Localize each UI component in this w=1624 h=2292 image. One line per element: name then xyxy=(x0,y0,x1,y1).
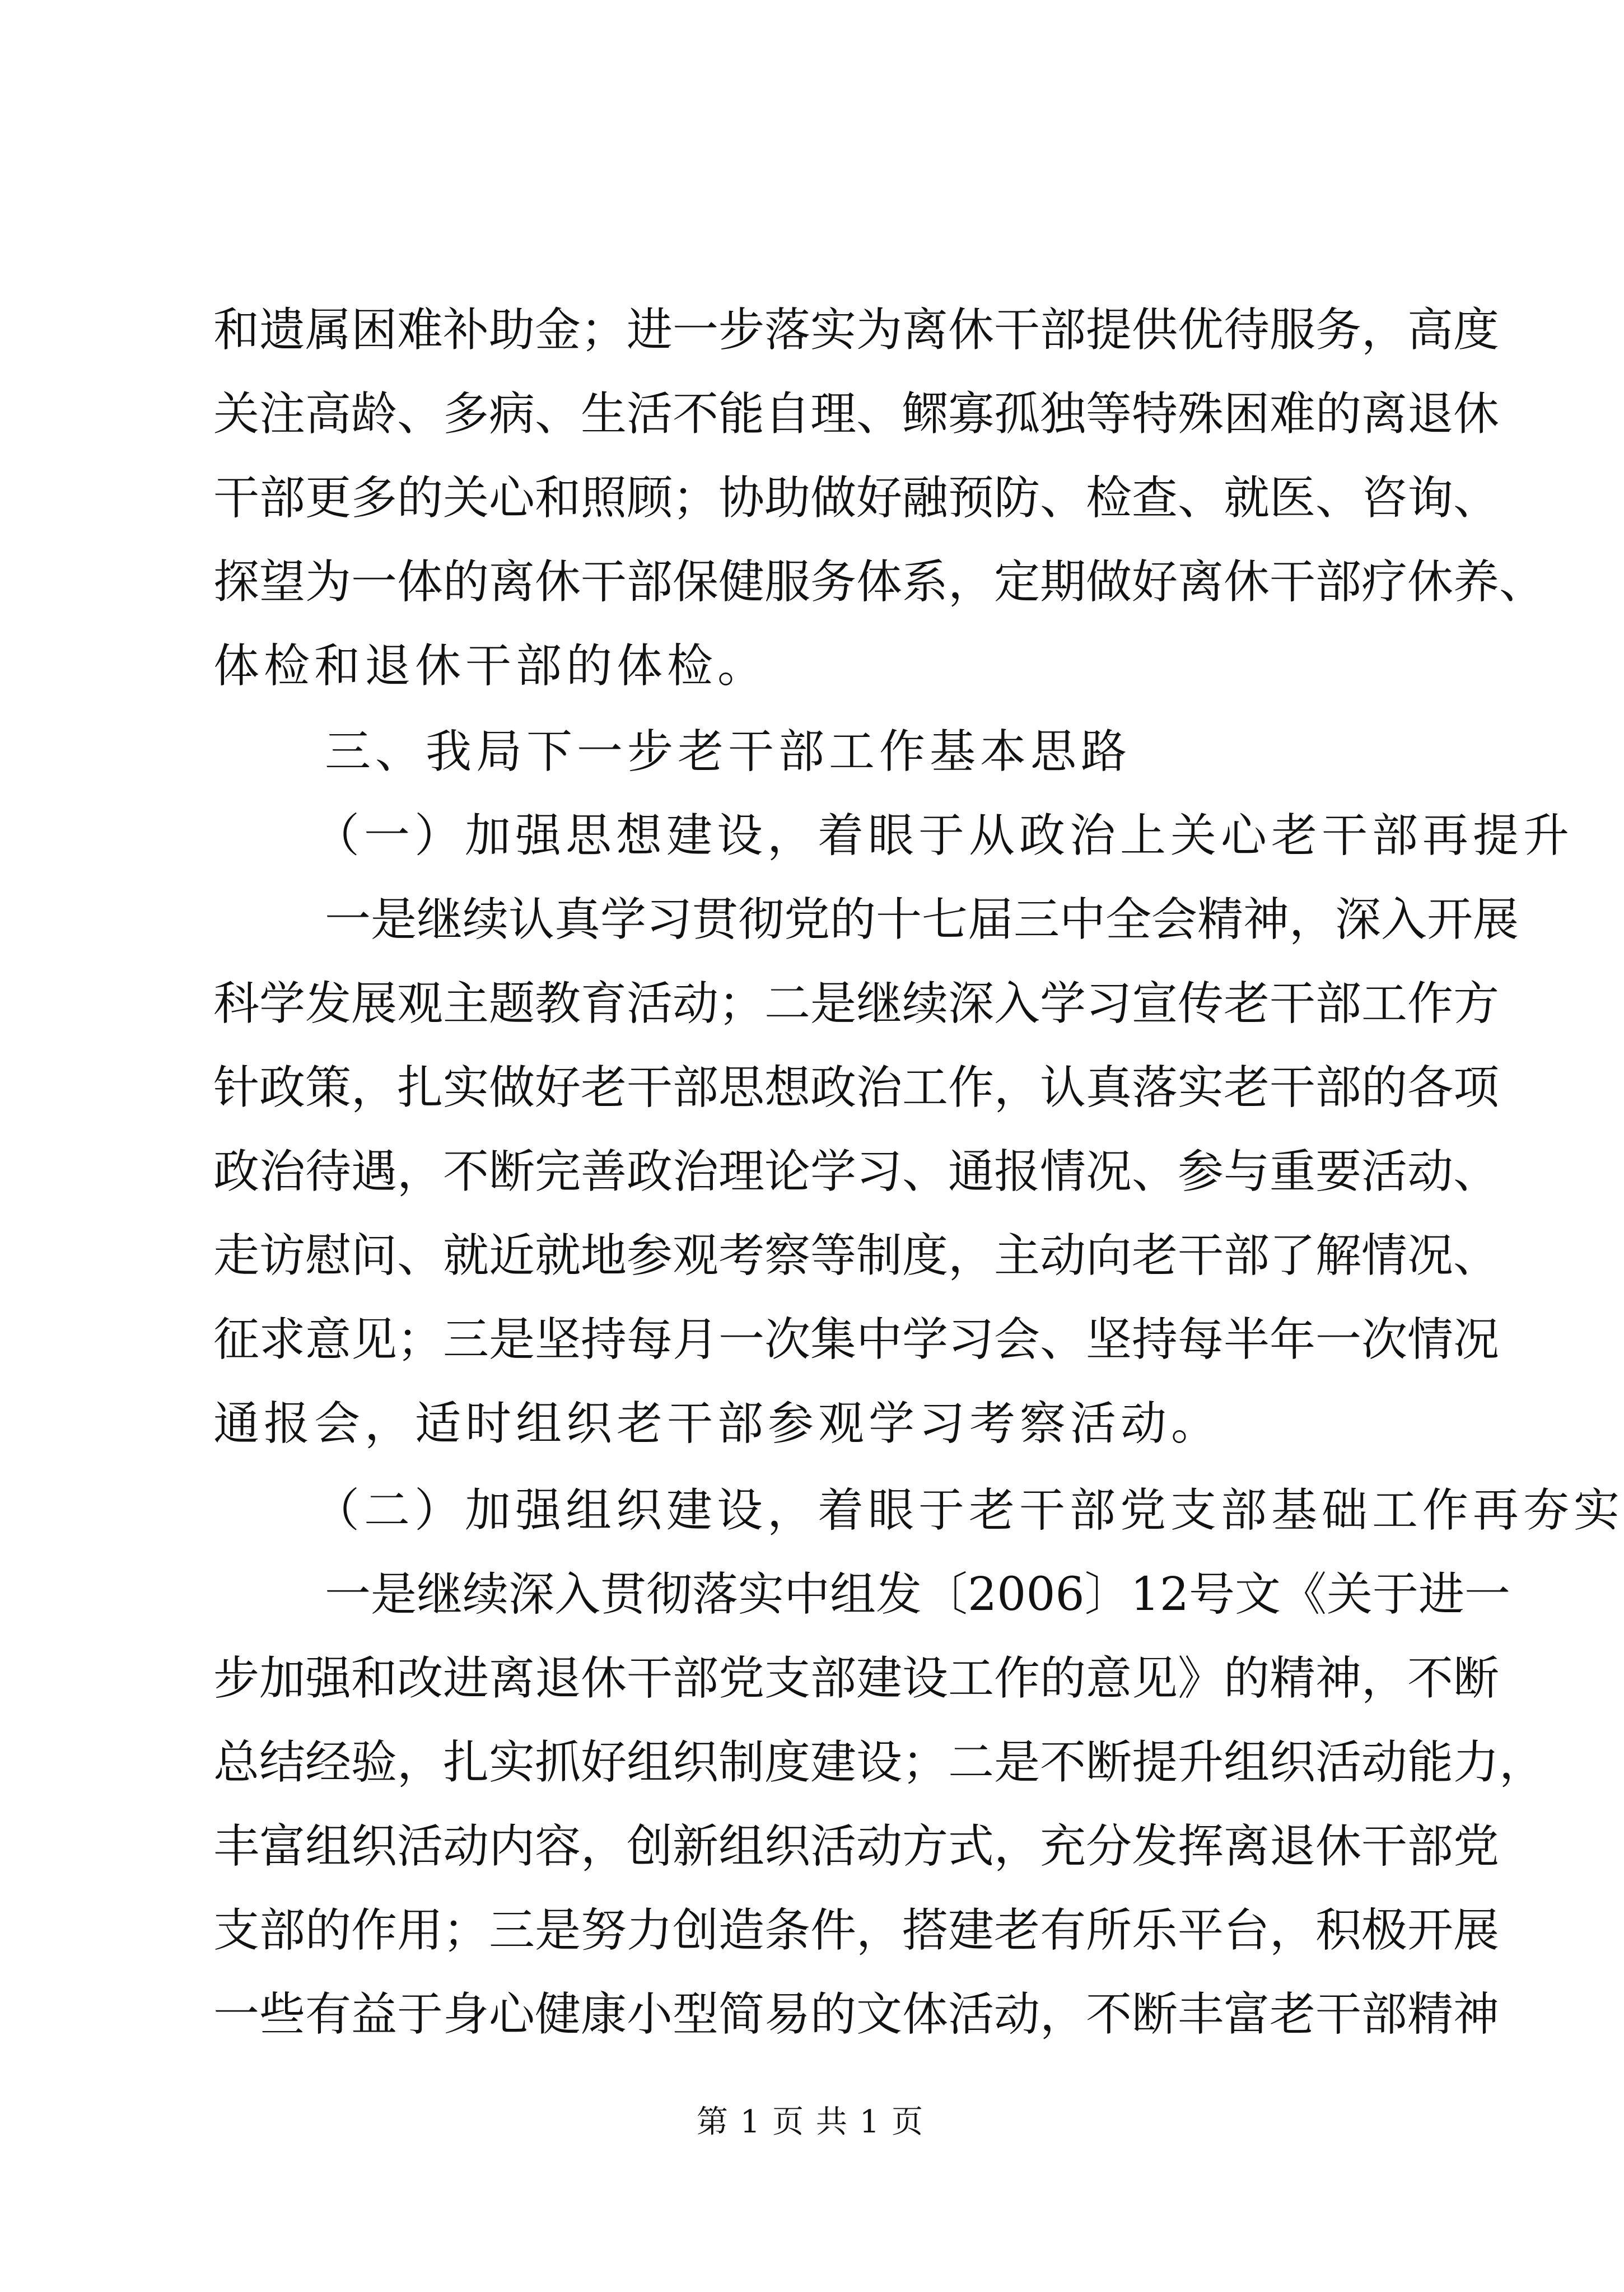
body-text-line: 一是继续认真学习贯彻党的十七届三中全会精神，深入开展 xyxy=(325,893,1519,946)
body-text-line: 丰富组织活动内容，创新组织活动方式，充分发挥离退休干部党 xyxy=(213,1820,1500,1873)
body-text-line: 步加强和改进离退休干部党支部建设工作的意见》的精神，不断 xyxy=(213,1652,1500,1705)
body-text-line: 探望为一体的离休干部保健服务体系，定期做好离休干部疗休养、 xyxy=(213,556,1546,609)
body-text-line: 干部更多的关心和照顾；协助做好融预防、检查、就医、咨询、 xyxy=(213,472,1500,525)
section-heading: 三、我局下一步老干部工作基本思路 xyxy=(325,725,1132,778)
body-text-line: 一是继续深入贯彻落实中组发〔2006〕12号文《关于进一 xyxy=(325,1568,1511,1621)
body-text-line: 针政策，扎实做好老干部思想政治工作，认真落实老干部的各项 xyxy=(213,1061,1500,1114)
subsection-heading: （一）加强思想建设，着眼于从政治上关心老干部再提升 xyxy=(314,809,1574,862)
page-footer: 第 1 页 共 1 页 xyxy=(696,2104,925,2140)
body-text-line: 总结经验，扎实抓好组织制度建设；二是不断提升组织活动能力， xyxy=(213,1736,1546,1789)
body-text-line: 政治待遇，不断完善政治理论学习、通报情况、参与重要活动、 xyxy=(213,1145,1500,1198)
subsection-heading: （二）加强组织建设，着眼于老干部党支部基础工作再夯实 xyxy=(314,1484,1624,1537)
body-text-line: 征求意见；三是坚持每月一次集中学习会、坚持每半年一次情况 xyxy=(213,1313,1500,1366)
body-text-line: 走访慰问、就近就地参观考察等制度，主动向老干部了解情况、 xyxy=(213,1229,1500,1282)
body-text-line: 关注高龄、多病、生活不能自理、鳏寡孤独等特殊困难的离退休 xyxy=(213,388,1500,441)
body-text-line: 一些有益于身心健康小型简易的文体活动，不断丰富老干部精神 xyxy=(213,1988,1500,2041)
body-text-line: 科学发展观主题教育活动；二是继续深入学习宣传老干部工作方 xyxy=(213,977,1500,1030)
body-text-line: 通报会，适时组织老干部参观学习考察活动。 xyxy=(213,1397,1222,1450)
body-text-line: 体检和退休干部的体检。 xyxy=(213,639,768,693)
body-text-line: 支部的作用；三是努力创造条件，搭建老有所乐平台，积极开展 xyxy=(213,1904,1500,1957)
body-text-line: 和遗属困难补助金；进一步落实为离休干部提供优待服务，高度 xyxy=(213,304,1500,357)
